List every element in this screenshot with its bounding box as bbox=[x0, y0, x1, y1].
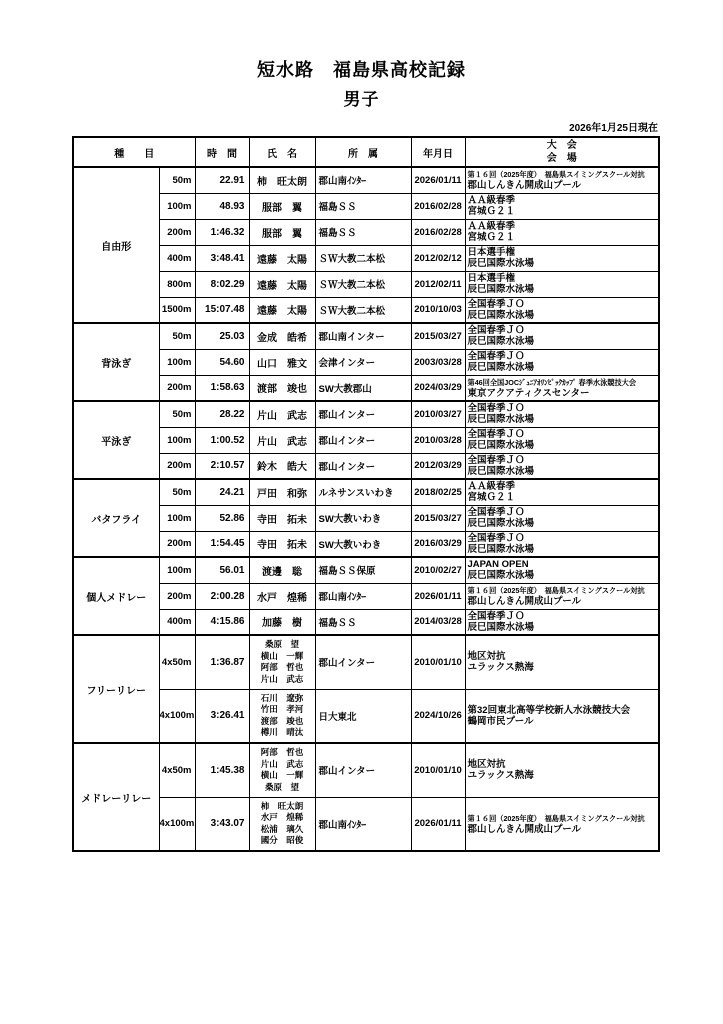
distance-cell: 200m bbox=[159, 453, 195, 479]
relay-swimmer-name: 國分 昭俊 bbox=[260, 835, 304, 846]
date-cell: 2012/02/11 bbox=[411, 271, 465, 297]
meet-name: 第32回東北高等学校新人水泳競技大会 bbox=[467, 704, 631, 716]
team-cell: SW大教いわき bbox=[315, 531, 411, 557]
header-event: 種 目 bbox=[73, 137, 195, 167]
record-row bbox=[73, 609, 659, 635]
venue-name: 宮城Ｇ２１ bbox=[467, 206, 516, 217]
venue-name: 東京アクアティクスセンター bbox=[467, 387, 590, 399]
team-cell: ルネサンスいわき bbox=[315, 479, 411, 505]
distance-cell: 800m bbox=[159, 271, 195, 297]
relay-swimmer-name: 阿部 哲也 bbox=[260, 747, 304, 758]
swimmer-name-cell: 片山 武志 bbox=[249, 427, 315, 453]
team-cell: 郡山インター bbox=[315, 427, 411, 453]
venue-name: 辰巳国際水泳場 bbox=[467, 465, 535, 477]
header-meet: 大 会 bbox=[546, 140, 577, 151]
date-cell: 2016/02/28 bbox=[411, 193, 465, 219]
time-cell: 1:45.38 bbox=[195, 743, 249, 797]
meet-venue-cell bbox=[465, 323, 659, 349]
record-row bbox=[73, 797, 659, 851]
meet-name: ＡＡ級春季 bbox=[467, 481, 516, 493]
meet-venue-cell bbox=[465, 531, 659, 557]
relay-swimmer-name: 桑原 望 bbox=[264, 639, 299, 650]
meet-venue-cell bbox=[465, 271, 659, 297]
time-cell: 3:43.07 bbox=[195, 797, 249, 851]
record-row bbox=[73, 453, 659, 479]
date-cell: 2012/02/12 bbox=[411, 245, 465, 271]
venue-name: ユラックス熱海 bbox=[467, 662, 534, 674]
meet-venue-cell bbox=[465, 479, 659, 505]
meet-name: 全国春季ＪＯ bbox=[467, 403, 525, 415]
distance-cell: 200m bbox=[159, 583, 195, 609]
date-cell: 2010/03/28 bbox=[411, 427, 465, 453]
team-cell: 日大東北 bbox=[315, 689, 411, 743]
record-row bbox=[73, 689, 659, 743]
swimmer-name-cell: 柿 旺太朗 bbox=[249, 167, 315, 193]
distance-cell: 50m bbox=[159, 401, 195, 427]
time-cell: 24.21 bbox=[195, 479, 249, 505]
meet-venue-cell bbox=[465, 427, 659, 453]
distance-cell: 50m bbox=[159, 323, 195, 349]
date-cell: 2016/03/29 bbox=[411, 531, 465, 557]
event-cell: 個人メドレー bbox=[73, 557, 159, 635]
relay-swimmers-cell bbox=[249, 797, 315, 851]
date-cell: 2010/01/10 bbox=[411, 743, 465, 797]
swimmer-name-cell: 渡邊 聡 bbox=[249, 557, 315, 583]
swimmer-name-cell: 寺田 拓未 bbox=[249, 531, 315, 557]
time-cell: 3:48.41 bbox=[195, 245, 249, 271]
meet-venue-cell bbox=[465, 689, 659, 743]
meet-name: ＡＡ級春季 bbox=[467, 221, 516, 232]
meet-venue-cell bbox=[465, 609, 659, 635]
time-cell: 8:02.29 bbox=[195, 271, 249, 297]
venue-name: 辰巳国際水泳場 bbox=[467, 362, 535, 373]
distance-cell: 400m bbox=[159, 609, 195, 635]
swimmer-name-cell: 水戸 煌稀 bbox=[249, 583, 315, 609]
swimmer-name-cell: 鈴木 皓大 bbox=[249, 453, 315, 479]
date-cell: 2015/03/27 bbox=[411, 505, 465, 531]
meet-name: 第46回全国JOCｼﾞｭﾆｱｵﾘﾝﾋﾟｯｸｶｯﾌﾟ 春季水泳競技大会 bbox=[467, 377, 637, 387]
event-cell: バタフライ bbox=[73, 479, 159, 557]
venue-name: 宮城Ｇ２１ bbox=[467, 232, 516, 243]
time-cell: 56.01 bbox=[195, 557, 249, 583]
header-team: 所 属 bbox=[315, 137, 411, 167]
meet-name: 全国春季ＪＯ bbox=[467, 298, 525, 310]
time-cell: 48.93 bbox=[195, 193, 249, 219]
date-cell: 2024/03/29 bbox=[411, 375, 465, 401]
meet-venue-cell bbox=[465, 375, 659, 401]
team-cell: 郡山南ｲﾝﾀｰ bbox=[315, 583, 411, 609]
time-cell: 3:26.41 bbox=[195, 689, 249, 743]
record-row bbox=[73, 557, 659, 583]
date-cell: 2014/03/28 bbox=[411, 609, 465, 635]
relay-swimmer-name: 樽川 晴汰 bbox=[260, 727, 304, 738]
swimmer-name-cell: 片山 武志 bbox=[249, 401, 315, 427]
record-row bbox=[73, 479, 659, 505]
meet-venue-cell bbox=[465, 401, 659, 427]
date-cell: 2010/10/03 bbox=[411, 297, 465, 323]
meet-name: 第１６回（2025年度） 福島県スイミングスクール対抗 bbox=[467, 170, 645, 180]
distance-cell: 200m bbox=[159, 531, 195, 557]
meet-name: 地区対抗 bbox=[467, 651, 506, 663]
meet-venue-cell bbox=[465, 297, 659, 323]
swimmer-name-cell: 寺田 拓未 bbox=[249, 505, 315, 531]
distance-cell: 50m bbox=[159, 167, 195, 193]
record-row bbox=[73, 323, 659, 349]
swimmer-name-cell: 戸田 和弥 bbox=[249, 479, 315, 505]
record-row bbox=[73, 401, 659, 427]
swimmer-name-cell: 遠藤 太陽 bbox=[249, 245, 315, 271]
date-cell: 2012/03/29 bbox=[411, 453, 465, 479]
meet-name: ＡＡ級春季 bbox=[467, 195, 516, 206]
meet-venue-cell bbox=[465, 557, 659, 583]
time-cell: 1:54.45 bbox=[195, 531, 249, 557]
event-cell: メドレーリレー bbox=[73, 743, 159, 851]
date-cell: 2003/03/28 bbox=[411, 349, 465, 375]
date-cell: 2026/01/11 bbox=[411, 797, 465, 851]
relay-swimmer-name: 竹田 孝河 bbox=[260, 704, 304, 715]
time-cell: 2:00.28 bbox=[195, 583, 249, 609]
record-row bbox=[73, 245, 659, 271]
team-cell: 郡山インター bbox=[315, 635, 411, 689]
distance-cell: 4x50m bbox=[159, 635, 195, 689]
venue-name: 辰巳国際水泳場 bbox=[467, 570, 535, 582]
swimmer-name-cell: 金成 皓希 bbox=[249, 323, 315, 349]
record-row bbox=[73, 505, 659, 531]
distance-cell: 100m bbox=[159, 427, 195, 453]
meet-venue-cell bbox=[465, 245, 659, 271]
team-cell: 福島ＳＳ bbox=[315, 219, 411, 245]
swimmer-name-cell: 遠藤 太陽 bbox=[249, 271, 315, 297]
meet-venue-cell bbox=[465, 453, 659, 479]
team-cell: 福島ＳＳ bbox=[315, 609, 411, 635]
meet-venue-cell bbox=[465, 349, 659, 375]
swimmer-name-cell: 山口 雅文 bbox=[249, 349, 315, 375]
date-cell: 2016/02/28 bbox=[411, 219, 465, 245]
venue-name: 郡山しんきん開成山プール bbox=[467, 823, 582, 835]
event-cell: フリーリレー bbox=[73, 635, 159, 743]
date-cell: 2018/02/25 bbox=[411, 479, 465, 505]
record-row bbox=[73, 375, 659, 401]
relay-swimmer-name: 渡部 竣也 bbox=[260, 715, 304, 726]
time-cell: 22.91 bbox=[195, 167, 249, 193]
distance-cell: 4x50m bbox=[159, 743, 195, 797]
record-row bbox=[73, 297, 659, 323]
relay-swimmer-name: 柿 旺太朗 bbox=[260, 800, 304, 811]
header-name: 氏 名 bbox=[249, 137, 315, 167]
team-cell: 郡山インター bbox=[315, 743, 411, 797]
meet-name: 全国春季ＪＯ bbox=[467, 429, 525, 440]
relay-swimmer-name: 片山 武志 bbox=[260, 758, 304, 769]
time-cell: 1:58.63 bbox=[195, 375, 249, 401]
relay-swimmer-name: 石川 遼弥 bbox=[260, 692, 304, 703]
meet-venue-cell bbox=[465, 167, 659, 193]
distance-cell: 100m bbox=[159, 505, 195, 531]
team-cell: 会津インター bbox=[315, 349, 411, 375]
team-cell: 郡山インター bbox=[315, 453, 411, 479]
relay-swimmer-name: 水戸 煌稀 bbox=[260, 812, 304, 823]
venue-name: ユラックス熱海 bbox=[467, 770, 534, 782]
time-cell: 15:07.48 bbox=[195, 297, 249, 323]
team-cell: ＳＷ大教二本松 bbox=[315, 245, 411, 271]
meet-name: 日本選手権 bbox=[467, 273, 516, 284]
record-row bbox=[73, 583, 659, 609]
meet-venue-cell bbox=[465, 635, 659, 689]
team-cell: SW大教郡山 bbox=[315, 375, 411, 401]
venue-name: 宮城Ｇ２１ bbox=[467, 492, 516, 504]
time-cell: 2:10.57 bbox=[195, 453, 249, 479]
meet-venue-cell bbox=[465, 193, 659, 219]
team-cell: ＳＷ大教二本松 bbox=[315, 271, 411, 297]
venue-name: 辰巳国際水泳場 bbox=[467, 518, 535, 529]
event-cell: 背泳ぎ bbox=[73, 323, 159, 401]
distance-cell: 100m bbox=[159, 557, 195, 583]
relay-swimmer-name: 横山 一輝 bbox=[260, 650, 304, 661]
meet-venue-cell bbox=[465, 797, 659, 851]
time-cell: 1:00.52 bbox=[195, 427, 249, 453]
distance-cell: 50m bbox=[159, 479, 195, 505]
record-row bbox=[73, 349, 659, 375]
swimmer-name-cell: 服部 翼 bbox=[249, 193, 315, 219]
time-cell: 4:15.86 bbox=[195, 609, 249, 635]
record-row bbox=[73, 743, 659, 797]
relay-swimmer-name: 桑原 望 bbox=[264, 781, 299, 792]
header-meet-venue bbox=[465, 137, 659, 167]
header-date: 年月日 bbox=[411, 137, 465, 167]
date-cell: 2015/03/27 bbox=[411, 323, 465, 349]
team-cell: 郡山南インター bbox=[315, 323, 411, 349]
time-cell: 52.86 bbox=[195, 505, 249, 531]
team-cell: 福島ＳＳ保原 bbox=[315, 557, 411, 583]
meet-name: 全国春季ＪＯ bbox=[467, 351, 525, 362]
venue-name: 辰巳国際水泳場 bbox=[467, 440, 535, 451]
page-title: 短水路 福島県高校記録 bbox=[257, 60, 466, 80]
records-table bbox=[72, 136, 660, 852]
header-time: 時 間 bbox=[195, 137, 249, 167]
record-row bbox=[73, 531, 659, 557]
date-cell: 2026/01/11 bbox=[411, 167, 465, 193]
meet-venue-cell bbox=[465, 583, 659, 609]
distance-cell: 1500m bbox=[159, 297, 195, 323]
page-subtitle: 男子 bbox=[343, 90, 380, 109]
team-cell: 郡山インター bbox=[315, 401, 411, 427]
event-cell: 平泳ぎ bbox=[73, 401, 159, 479]
meet-venue-cell bbox=[465, 743, 659, 797]
meet-name: 地区対抗 bbox=[467, 759, 506, 771]
venue-name: 辰巳国際水泳場 bbox=[467, 309, 535, 321]
distance-cell: 100m bbox=[159, 193, 195, 219]
date-cell: 2010/02/27 bbox=[411, 557, 465, 583]
relay-swimmer-name: 片山 武志 bbox=[260, 673, 304, 684]
record-row bbox=[73, 271, 659, 297]
time-cell: 25.03 bbox=[195, 323, 249, 349]
as-of-date: 2026年1月25日現在 bbox=[569, 123, 658, 134]
meet-name: 全国春季ＪＯ bbox=[467, 532, 525, 544]
meet-name: 全国春季ＪＯ bbox=[467, 325, 525, 337]
time-cell: 54.60 bbox=[195, 349, 249, 375]
swimmer-name-cell: 遠藤 太陽 bbox=[249, 297, 315, 323]
venue-name: 辰巳国際水泳場 bbox=[467, 284, 535, 295]
venue-name: 鶴岡市民プール bbox=[467, 715, 534, 727]
meet-name: 全国春季ＪＯ bbox=[467, 454, 525, 466]
meet-venue-cell bbox=[465, 219, 659, 245]
distance-cell: 4x100m bbox=[159, 797, 195, 851]
team-cell: SW大教いわき bbox=[315, 505, 411, 531]
meet-name: 第１６回（2025年度） 福島県スイミングスクール対抗 bbox=[467, 586, 645, 595]
team-cell: 郡山南ｲﾝﾀｰ bbox=[315, 797, 411, 851]
venue-name: 辰巳国際水泳場 bbox=[467, 336, 535, 348]
time-cell: 1:46.32 bbox=[195, 219, 249, 245]
venue-name: 辰巳国際水泳場 bbox=[467, 543, 535, 555]
team-cell: 郡山南ｲﾝﾀｰ bbox=[315, 167, 411, 193]
team-cell: ＳＷ大教二本松 bbox=[315, 297, 411, 323]
date-cell: 2010/01/10 bbox=[411, 635, 465, 689]
venue-name: 辰巳国際水泳場 bbox=[467, 621, 535, 633]
date-cell: 2026/01/11 bbox=[411, 583, 465, 609]
relay-swimmers-cell bbox=[249, 689, 315, 743]
meet-name: 第１６回（2025年度） 福島県スイミングスクール対抗 bbox=[467, 813, 645, 823]
record-row bbox=[73, 193, 659, 219]
venue-name: 郡山しんきん開成山プール bbox=[467, 596, 582, 607]
venue-name: 郡山しんきん開成山プール bbox=[467, 180, 582, 192]
relay-swimmers-cell bbox=[249, 743, 315, 797]
meet-name: 全国春季ＪＯ bbox=[467, 507, 525, 518]
team-cell: 福島ＳＳ bbox=[315, 193, 411, 219]
relay-swimmers-cell bbox=[249, 635, 315, 689]
meet-name: 日本選手権 bbox=[467, 247, 516, 258]
distance-cell: 4x100m bbox=[159, 689, 195, 743]
distance-cell: 400m bbox=[159, 245, 195, 271]
record-row bbox=[73, 427, 659, 453]
swimmer-name-cell: 渡部 竣也 bbox=[249, 375, 315, 401]
swimmer-name-cell: 服部 翼 bbox=[249, 219, 315, 245]
time-cell: 28.22 bbox=[195, 401, 249, 427]
time-cell: 1:36.87 bbox=[195, 635, 249, 689]
date-cell: 2010/03/27 bbox=[411, 401, 465, 427]
meet-name: JAPAN OPEN bbox=[467, 559, 529, 571]
distance-cell: 100m bbox=[159, 349, 195, 375]
venue-name: 辰巳国際水泳場 bbox=[467, 414, 535, 426]
relay-swimmer-name: 松浦 璃久 bbox=[260, 823, 304, 834]
header-venue: 会 場 bbox=[546, 153, 577, 164]
table-header-row bbox=[73, 137, 659, 167]
meet-name: 全国春季ＪＯ bbox=[467, 610, 525, 622]
distance-cell: 200m bbox=[159, 219, 195, 245]
relay-swimmer-name: 阿部 哲也 bbox=[260, 662, 304, 673]
date-cell: 2024/10/26 bbox=[411, 689, 465, 743]
meet-venue-cell bbox=[465, 505, 659, 531]
record-row bbox=[73, 635, 659, 689]
distance-cell: 200m bbox=[159, 375, 195, 401]
relay-swimmer-name: 横山 一輝 bbox=[260, 770, 304, 781]
venue-name: 辰巳国際水泳場 bbox=[467, 258, 535, 269]
event-cell: 自由形 bbox=[73, 167, 159, 323]
record-row bbox=[73, 219, 659, 245]
swimmer-name-cell: 加藤 樹 bbox=[249, 609, 315, 635]
record-row bbox=[73, 167, 659, 193]
